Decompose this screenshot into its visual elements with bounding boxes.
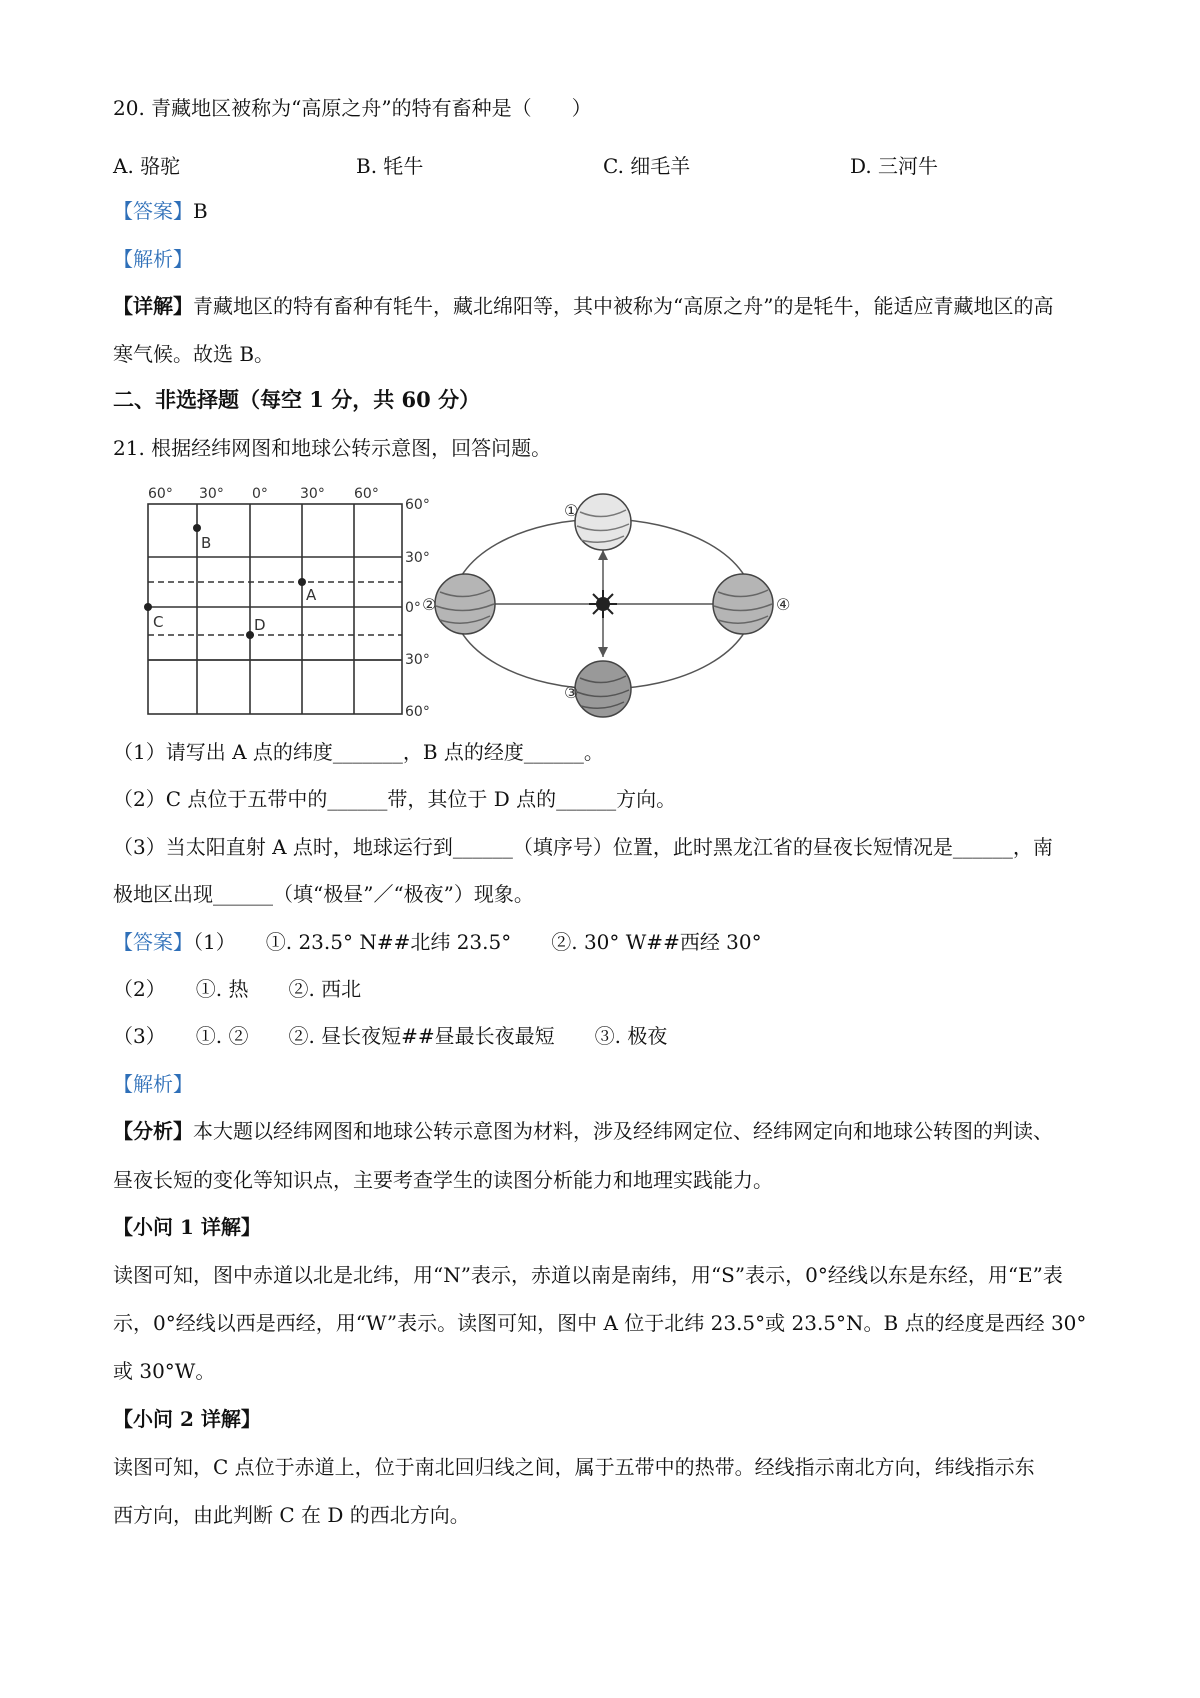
q20-option-a: A. 骆驼 (113, 154, 181, 178)
sub-question-1-title: 【小问 1 详解】 (113, 1215, 261, 1239)
grid-point-labels (153, 534, 317, 634)
q21-analysis-tag: 【解析】 (113, 1072, 193, 1096)
top-tick-label: 0° (252, 486, 268, 502)
q21-sub3-line-1: （3）当太阳直射 A 点时，地球运行到______（填序号）位置，此时黑龙江省的昼夜长短情况是______，南 (113, 835, 1053, 859)
q21-sub1: （1）请写出 A 点的纬度_______，B 点的经度______。 (113, 740, 604, 764)
right-tick-label: 60° (405, 704, 430, 720)
q20-detail-line-1: 【详解】青藏地区的特有畜种有牦牛，藏北绵阳等，其中被称为“高原之舟”的是牦牛，能适应青藏地区的高 (113, 294, 1054, 318)
sub-question-2-line-2: 西方向，由此判断 C 在 D 的西北方向。 (113, 1503, 470, 1527)
q21-answer-line-3: （3） ①. ② ②. 昼长夜短##昼最长夜最短 ③. 极夜 (113, 1024, 668, 1048)
point-a-label: A (306, 586, 317, 604)
right-tick-label: 60° (405, 497, 430, 513)
position-label-1: ① (564, 501, 579, 520)
position-label-4: ④ (776, 595, 791, 614)
right-tick-label: 30° (405, 652, 430, 668)
sun-icon (589, 590, 617, 618)
right-tick-label: 30° (405, 550, 430, 566)
q21-analysis-line-1: 【分析】本大题以经纬网图和地球公转示意图为材料，涉及经纬网定位、经纬网定向和地球公转图的判读、 (113, 1119, 1053, 1143)
sub-question-1-line-3: 或 30°W。 (113, 1359, 216, 1383)
point-b (193, 524, 201, 532)
position-label-2: ② (422, 595, 437, 614)
top-tick-label: 30° (300, 486, 325, 502)
q21-answer-line-1: 【答案】（1） ①. 23.5° N##北纬 23.5° ②. 30° W##西经 30° (113, 930, 762, 954)
earth-position-4 (713, 574, 773, 634)
q21-analysis-line-2: 昼夜长短的变化等知识点，主要考查学生的读图分析能力和地理实践能力。 (113, 1168, 773, 1192)
answer-tag: 【答案】 (113, 930, 193, 954)
sub-question-2-line-1: 读图可知，C 点位于赤道上，位于南北回归线之间，属于五带中的热带。经线指示南北方向，纬线指示东 (113, 1455, 1035, 1479)
q21-sub2: （2）C 点位于五带中的______带，其位于 D 点的______方向。 (113, 787, 677, 811)
earth-position-2 (435, 574, 495, 634)
sub-question-1-line-2: 示，0°经线以西是西经，用“W”表示。读图可知，图中 A 位于北纬 23.5°或 23.5°N。B 点的经度是西经 30° (113, 1311, 1087, 1335)
q20-option-c: C. 细毛羊 (603, 154, 691, 178)
right-tick-label: 0° (405, 600, 421, 616)
point-a (298, 578, 306, 586)
figure-svg (140, 480, 791, 720)
top-tick-label: 60° (354, 486, 379, 502)
q20-detail-line-2: 寒气候。故选 B。 (113, 342, 275, 366)
point-c-label: C (153, 613, 164, 631)
section-title: 二、非选择题（每空 1 分，共 60 分） (113, 387, 481, 412)
answer-value: B (193, 199, 208, 223)
position-label-3: ③ (564, 683, 579, 702)
grid-tick-labels (148, 486, 430, 720)
q21-sub3-line-2: 极地区出现______（填“极昼”／“极夜”）现象。 (113, 882, 534, 906)
q20-option-d: D. 三河牛 (850, 154, 939, 178)
point-c (144, 603, 152, 611)
top-tick-label: 30° (199, 486, 224, 502)
point-d-label: D (254, 616, 266, 634)
analysis-label: 【分析】 (113, 1119, 193, 1143)
sub-question-2-title: 【小问 2 详解】 (113, 1407, 261, 1431)
detail-tag: 【详解】 (113, 294, 193, 318)
q20-option-b: B. 牦牛 (356, 154, 424, 178)
q20-stem: 20. 青藏地区被称为“高原之舟”的特有畜种是（ ） (113, 96, 592, 120)
point-b-label: B (201, 534, 212, 552)
latlong-grid (148, 504, 402, 714)
q21-figure (140, 480, 791, 724)
q20-answer (113, 197, 208, 225)
point-d (246, 631, 254, 639)
q20-analysis-tag: 【解析】 (113, 247, 193, 271)
q21-answer-line-2: （2） ①. 热 ②. 西北 (113, 977, 362, 1001)
q21-stem: 21. 根据经纬网图和地球公转示意图，回答问题。 (113, 436, 552, 460)
grid-frame (148, 504, 402, 714)
answer-tag: 【答案】 (113, 199, 193, 223)
sub-question-1-line-1: 读图可知，图中赤道以北是北纬，用“N”表示，赤道以南是南纬，用“S”表示，0°经线以东是东经，用“E”表 (113, 1263, 1063, 1287)
top-tick-label: 60° (148, 486, 173, 502)
